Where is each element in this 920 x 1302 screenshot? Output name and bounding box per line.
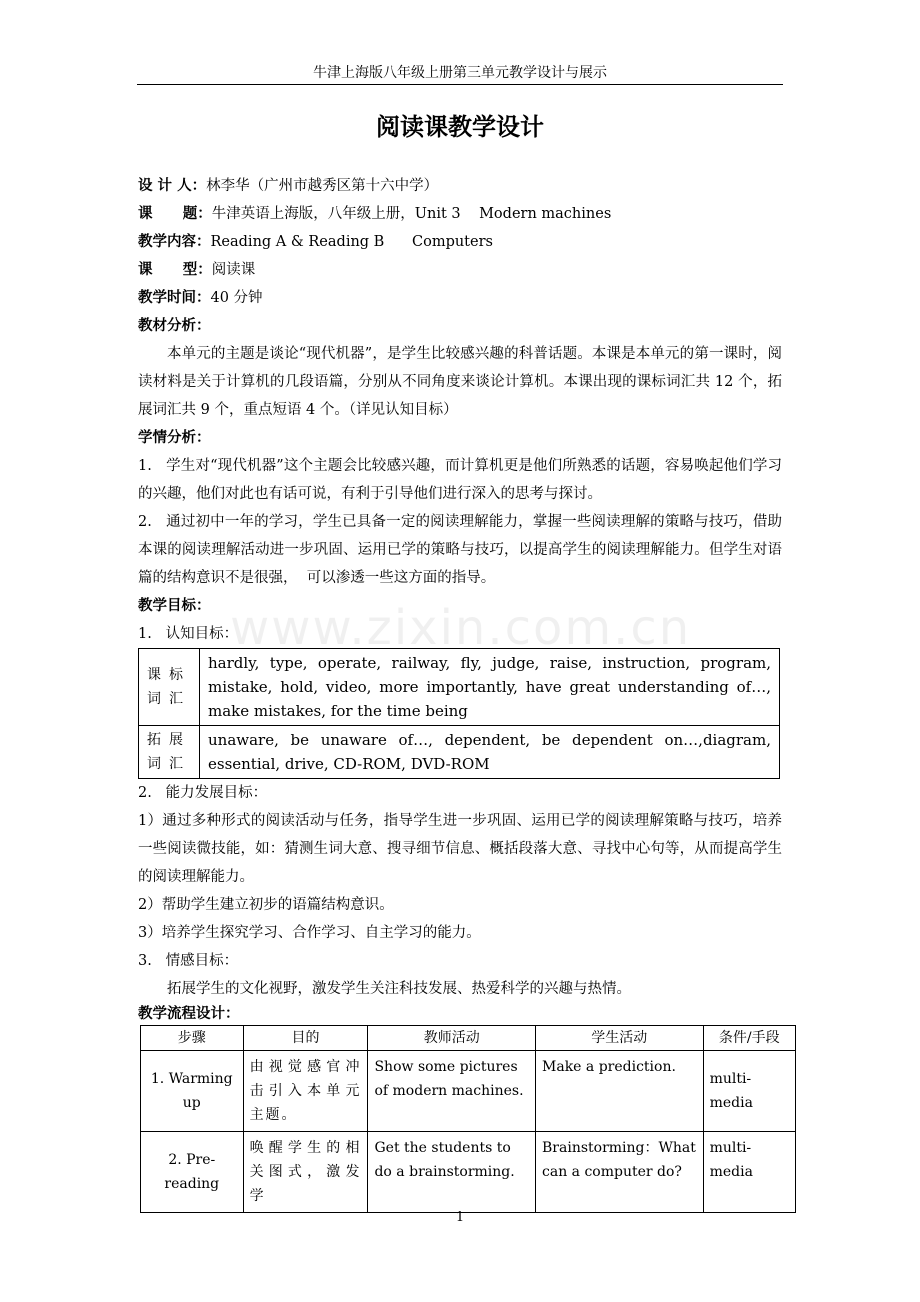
emotion-goals-text: 拓展学生的文化视野，激发学生关注科技发展、热爱科学的兴趣与热情。 [167,981,631,997]
ability-goal-item: 2）帮助学生建立初步的语篇结构意识。 [138,897,394,913]
student-analysis-heading: 学情分析： [138,430,211,446]
cognitive-goals-heading: 1. 认知目标： [138,626,239,642]
page-number: 1 [455,1210,465,1225]
column-header: 条件/手段 [703,1026,795,1051]
teacher-activity-cell: Get the students to do a brainstorming. [368,1132,536,1213]
document-body [138,172,782,1213]
purpose-cell: 由视觉感官冲击引入本单元主题。 [243,1051,368,1132]
step-cell: 2. Pre-reading [141,1132,244,1213]
ability-goals-heading: 2. 能力发展目标： [138,785,268,801]
table-header-row [141,1026,796,1051]
column-header: 目的 [243,1026,368,1051]
table-row [139,649,780,726]
column-header: 学生活动 [536,1026,704,1051]
meta-row-content: 教学内容：Reading A & Reading B Computers [138,234,493,250]
means-cell: multi-media [703,1132,795,1213]
vocab-head-extended: 拓展词汇 [139,726,200,779]
meta-row-topic: 课 题：牛津英语上海版，八年级上册，Unit 3 Modern machines [138,206,612,222]
ability-goal-item: 1）通过多种形式的阅读活动与任务，指导学生进一步巩固、运用已学的阅读理解策略与技巧，培养一些阅读微技能，如：猜测生词大意、搜寻细节信息、概括段落大意、寻找中心句等，从而提高学生的阅读理解能力。 [138,813,782,885]
teaching-flow-heading: 教学流程设计： [138,1006,240,1022]
header-rule [137,84,783,85]
teaching-flow-table [140,1025,796,1213]
emotion-goals-heading: 3. 情感目标： [138,953,239,969]
student-analysis-item: 2. 通过初中一年的学习，学生已具备一定的阅读理解能力，掌握一些阅读理解的策略与技巧，借助本课的阅读理解活动进一步巩固、运用已学的策略与技巧，以提高学生的阅读理解能力。但学生对语篇的结构意识不是很强， 可以渗透一些这方面的指导。 [138,514,782,586]
column-header: 教师活动 [368,1026,536,1051]
student-analysis-item: 1. 学生对“现代机器”这个主题会比较感兴趣，而计算机更是他们所熟悉的话题，容易唤起他们学习的兴趣，他们对此也有话可说，有利于引导他们进行深入的思考与探讨。 [138,458,782,502]
student-activity-cell: Brainstorming：What can a computer do? [536,1132,704,1213]
material-analysis-heading: 教材分析： [138,318,211,334]
page-header: 牛津上海版八年级上册第三单元教学设计与展示 [313,65,607,81]
table-row [141,1132,796,1213]
teaching-goals-heading: 教学目标： [138,598,211,614]
document-title: 阅读课教学设计 [376,113,544,141]
vocab-words-standard: hardly, type, operate, railway, fly, judge, raise, instruction, program, mistake, hold, video, more importantly, have great understanding of…, make mistakes, for the time being [200,649,780,726]
means-cell: multi-media [703,1051,795,1132]
table-row [139,726,780,779]
purpose-cell: 唤醒学生的相关图式，激发学 [243,1132,368,1213]
vocab-words-extended: unaware, be unaware of…, dependent, be dependent on…,diagram, essential, drive, CD-ROM, DVD-ROM [200,726,780,779]
table-row [141,1051,796,1132]
meta-row-designer: 设 计 人：林李华（广州市越秀区第十六中学） [138,178,439,194]
teacher-activity-cell: Show some pictures of modern machines. [368,1051,536,1132]
meta-row-time: 教学时间：40 分钟 [138,290,263,306]
meta-row-type: 课 型：阅读课 [138,262,256,278]
vocabulary-table [138,648,780,779]
ability-goal-item: 3）培养学生探究学习、合作学习、自主学习的能力。 [138,925,481,941]
material-analysis-text: 本单元的主题是谈论“现代机器”，是学生比较感兴趣的科普话题。本课是本单元的第一课时，阅读材料是关于计算机的几段语篇，分别从不同角度来谈论计算机。本课出现的课标词汇共 12 个，拓展词汇共 9 个，重点短语 4 个。（详见认知目标） [138,346,782,418]
vocab-head-standard: 课标词汇 [139,649,200,726]
watermark: www.zixin.com.cn [230,600,692,656]
column-header: 步骤 [141,1026,244,1051]
step-cell: 1. Warming up [141,1051,244,1132]
student-activity-cell: Make a prediction. [536,1051,704,1132]
